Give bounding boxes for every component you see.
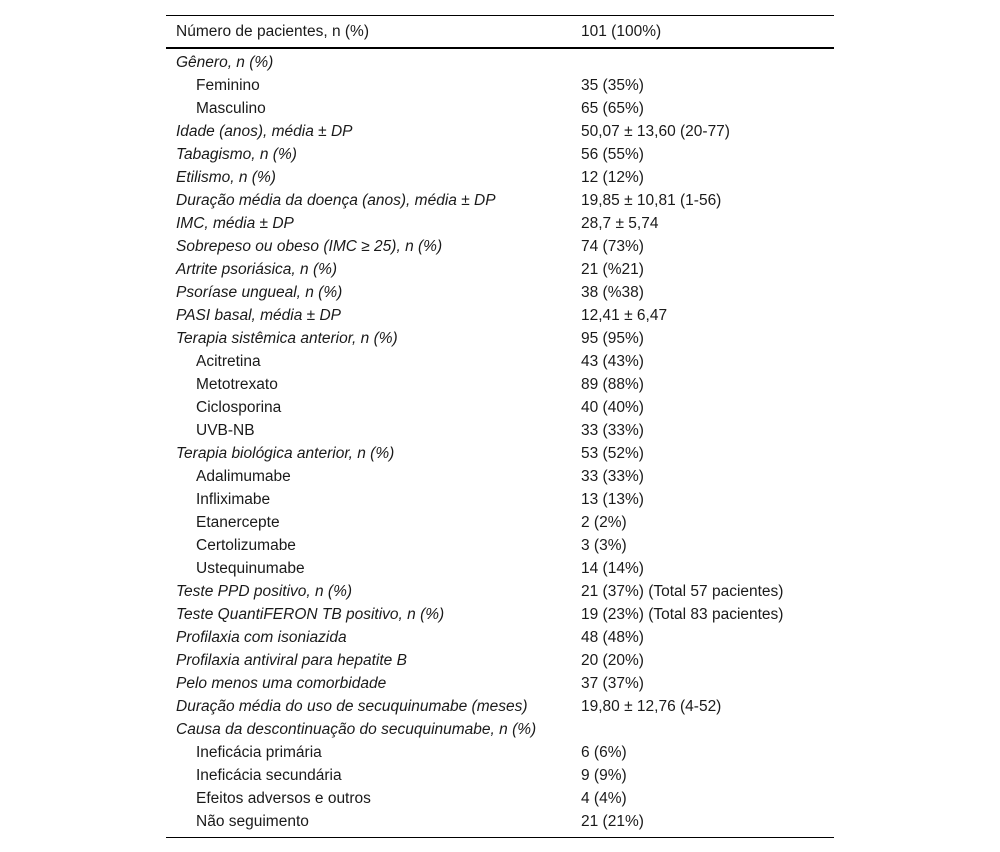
row-label: Certolizumabe	[196, 536, 296, 554]
row-value: 56 (55%)	[581, 145, 644, 163]
header-value: 101 (100%)	[581, 22, 662, 40]
row-label: Ineficácia secundária	[196, 766, 342, 784]
row-label: Ineficácia primária	[196, 743, 322, 761]
row-value: 21 (37%) (Total 57 pacientes)	[581, 582, 784, 600]
row-label: Idade (anos), média ± DP	[176, 122, 353, 140]
row-label: Acitretina	[196, 352, 261, 370]
row-value: 20 (20%)	[581, 651, 644, 669]
row-value: 95 (95%)	[581, 329, 644, 347]
row-label: Psoríase ungueal, n (%)	[176, 283, 343, 301]
table-row	[166, 212, 834, 235]
row-label: Causa da descontinuação do secuquinumabe, n (%)	[176, 720, 537, 738]
row-label: Feminino	[196, 76, 260, 94]
table-row	[166, 557, 834, 580]
table-row	[166, 718, 834, 741]
table-row	[166, 511, 834, 534]
row-value: 43 (43%)	[581, 352, 644, 370]
row-label: Profilaxia com isoniazida	[176, 628, 347, 646]
table-bottom-rule	[166, 837, 834, 838]
row-value: 3 (3%)	[581, 536, 627, 554]
table-row	[166, 396, 834, 419]
row-label: Etilismo, n (%)	[176, 168, 276, 186]
row-value: 9 (9%)	[581, 766, 627, 784]
row-value: 13 (13%)	[581, 490, 644, 508]
row-value: 35 (35%)	[581, 76, 644, 94]
row-label: Masculino	[196, 99, 266, 117]
row-value: 12,41 ± 6,47	[581, 306, 668, 324]
row-label: Adalimumabe	[196, 467, 291, 485]
table-body	[166, 49, 834, 837]
row-label: Profilaxia antiviral para hepatite B	[176, 651, 407, 669]
row-value: 14 (14%)	[581, 559, 644, 577]
row-value: 21 (21%)	[581, 812, 644, 830]
row-value: 38 (%38)	[581, 283, 644, 301]
row-label: Etanercepte	[196, 513, 280, 531]
row-label: Terapia sistêmica anterior, n (%)	[176, 329, 398, 347]
row-label: UVB-NB	[196, 421, 255, 439]
table-row	[166, 695, 834, 718]
table-row	[166, 810, 834, 833]
row-label: Teste PPD positivo, n (%)	[176, 582, 353, 600]
row-label: Sobrepeso ou obeso (IMC ≥ 25), n (%)	[176, 237, 443, 255]
row-value: 6 (6%)	[581, 743, 627, 761]
row-value: 89 (88%)	[581, 375, 644, 393]
table-row	[166, 488, 834, 511]
row-value: 19,85 ± 10,81 (1-56)	[581, 191, 722, 209]
row-label: Metotrexato	[196, 375, 278, 393]
row-value: 33 (33%)	[581, 421, 644, 439]
row-label: Terapia biológica anterior, n (%)	[176, 444, 395, 462]
row-label: Efeitos adversos e outros	[196, 789, 371, 807]
row-label: IMC, média ± DP	[176, 214, 294, 232]
table-header-row	[166, 16, 834, 47]
row-label: Pelo menos uma comorbidade	[176, 674, 387, 692]
table-row	[166, 304, 834, 327]
row-label: Artrite psoriásica, n (%)	[176, 260, 338, 278]
row-value: 48 (48%)	[581, 628, 644, 646]
row-value: 65 (65%)	[581, 99, 644, 117]
row-label: Infliximabe	[196, 490, 271, 508]
row-value: 50,07 ± 13,60 (20-77)	[581, 122, 730, 140]
table-row	[166, 281, 834, 304]
table-row	[166, 764, 834, 787]
row-label: Duração média da doença (anos), média ± DP	[176, 191, 496, 209]
row-label: Duração média do uso de secuquinumabe (meses)	[176, 697, 528, 715]
table-row	[166, 649, 834, 672]
row-label: Ustequinumabe	[196, 559, 305, 577]
row-value: 40 (40%)	[581, 398, 644, 416]
table-row	[166, 120, 834, 143]
table-row	[166, 603, 834, 626]
row-value: 74 (73%)	[581, 237, 644, 255]
table-row	[166, 235, 834, 258]
table-row	[166, 626, 834, 649]
header-label: Número de pacientes, n (%)	[176, 22, 369, 40]
table-row	[166, 166, 834, 189]
table-row	[166, 672, 834, 695]
table-row	[166, 327, 834, 350]
row-label: PASI basal, média ± DP	[176, 306, 342, 324]
table-row	[166, 97, 834, 120]
table-row	[166, 74, 834, 97]
row-value: 12 (12%)	[581, 168, 644, 186]
table-row	[166, 350, 834, 373]
table-row	[166, 258, 834, 281]
row-label: Ciclosporina	[196, 398, 282, 416]
row-value: 33 (33%)	[581, 467, 644, 485]
table-row	[166, 580, 834, 603]
table-row	[166, 465, 834, 488]
table-row	[166, 189, 834, 212]
row-label: Gênero, n (%)	[176, 53, 274, 71]
row-value: 37 (37%)	[581, 674, 644, 692]
table-row	[166, 442, 834, 465]
table-row	[166, 534, 834, 557]
row-label: Não seguimento	[196, 812, 309, 830]
row-value: 21 (%21)	[581, 260, 644, 278]
table-row	[166, 143, 834, 166]
row-value: 19,80 ± 12,76 (4-52)	[581, 697, 722, 715]
row-value: 4 (4%)	[581, 789, 627, 807]
table-row	[166, 787, 834, 810]
table-row	[166, 51, 834, 74]
row-label: Tabagismo, n (%)	[176, 145, 297, 163]
table-row	[166, 419, 834, 442]
table-row	[166, 741, 834, 764]
row-value: 19 (23%) (Total 83 pacientes)	[581, 605, 784, 623]
patient-characteristics-table	[166, 15, 834, 838]
row-value: 28,7 ± 5,74	[581, 214, 659, 232]
table-row	[166, 373, 834, 396]
row-value: 2 (2%)	[581, 513, 627, 531]
row-value: 53 (52%)	[581, 444, 644, 462]
row-label: Teste QuantiFERON TB positivo, n (%)	[176, 605, 445, 623]
